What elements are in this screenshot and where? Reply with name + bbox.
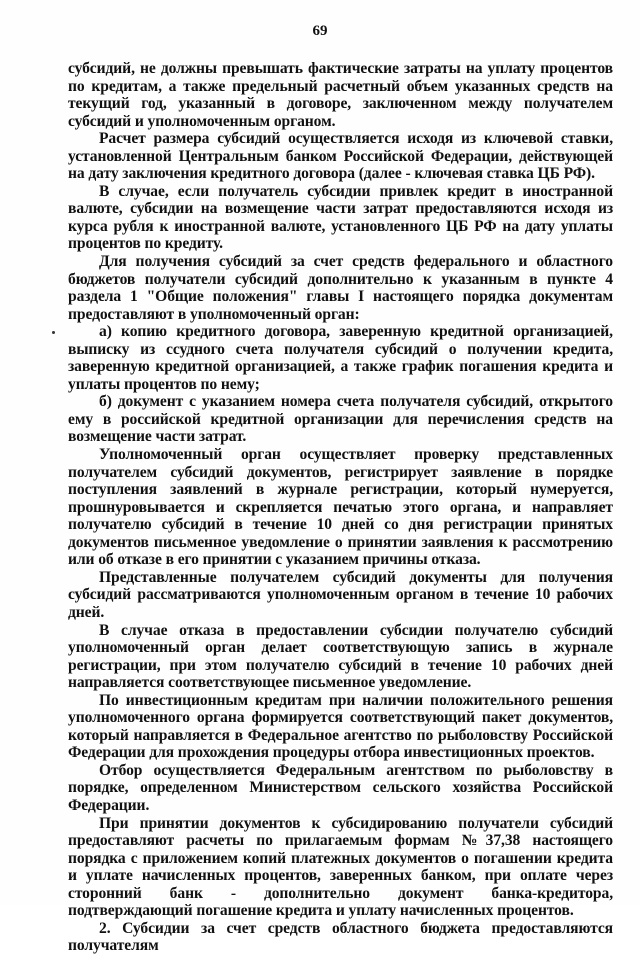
paragraph-investment-credits: По инвестиционным кредитам при наличии положительного решения уполномоченного органа формируется соответствующий пакет документов, который направляется в Федеральное агентство по рыболовству Российской Федерации для прохождения процедуры отбора инвестиционных проектов. [68,691,613,762]
paragraph-calculation: Расчет размера субсидий осуществляется исходя из ключевой ставки, установленной Центральным банком Российской Федерации, действующей на дату заключения кредитного договора (далее - ключевая ставка ЦБ РФ). [68,130,613,183]
paragraph-refusal: В случае отказа в предоставлении субсидии получателю субсидий уполномоченный орган делает соответствующую запись в журнале регистрации, при этом получателю субсидий в течение 10 рабочих дней направляется соответствующее письменное уведомление. [68,621,613,692]
paragraph-foreign-currency: В случае, если получатель субсидии привлек кредит в иностранной валюте, субсидии на возмещение части затрат предоставляются исходя из курса рубля к иностранной валюте, установленного ЦБ РФ на дату уплаты процентов по кредиту. [68,182,613,253]
paragraph-continuation: субсидий, не должны превышать фактические затраты на уплату процентов по кредитам, а также предельный расчетный объем указанных средств на текущий год, указанный в договоре, заключенном между получателем субсидий и уполномоченным органом. [68,60,613,130]
page-number: 69 [312,23,328,39]
scan-dot-mark [52,331,55,334]
paragraph-item-b: б) документ с указанием номера счета получателя субсидий, открытого ему в российской кредитной организации для перечисления средств на возмещение части затрат. [68,393,613,446]
body-text [68,60,613,955]
paragraph-calculations-forms: При принятии документов к субсидированию получатели субсидий предоставляют расчеты по прилагаемым формам №37,38 настоящего порядка с приложением копий платежных документов о погашении кредита и уплате начисленных процентов, заверенных банком, при оплате через сторонний банк - дополнительно документ банка-кредитора, подтверждающий погашение кредита и уплату начисленных процентов. [68,814,613,920]
paragraph-item-a: а) копию кредитного договора, заверенную кредитной организацией, выписку из ссудного счета получателя субсидий о получении кредита, заверенную кредитной организацией, а также график погашения кредита и уплаты процентов по нему; [68,323,613,393]
paragraph-regional-subsidies: 2. Субсидии за счет средств областного бюджета предоставляются получателям [68,919,613,955]
paragraph-verification: Уполномоченный орган осуществляет проверку представленных получателем субсидий документов, регистрирует заявление в порядке поступления заявлений в журнале регистрации, который нумеруется, прошнуровывается и скрепляется печатью этого органа, и направляет получателю субсидий в течение 10 дней со дня регистрации принятых документов письменное уведомление о принятии заявления к рассмотрению или об отказе в его принятии с указанием причины отказа. [68,446,613,569]
paragraph-review-period: Представленные получателем субсидий документы для получения субсидий рассматриваются уполномоченным органом в течение 10 рабочих дней. [68,568,613,621]
paragraph-selection: Отбор осуществляется Федеральным агентством по рыболовству в порядке, определенном Министерством сельского хозяйства Российской Федерации. [68,761,613,814]
paragraph-required-documents: Для получения субсидий за счет средств федерального и областного бюджетов получатели субсидий дополнительно к указанным в пункте 4 раздела 1 "Общие положения" главы I настоящего порядка документам предоставляют в уполномоченный орган: [68,253,613,323]
